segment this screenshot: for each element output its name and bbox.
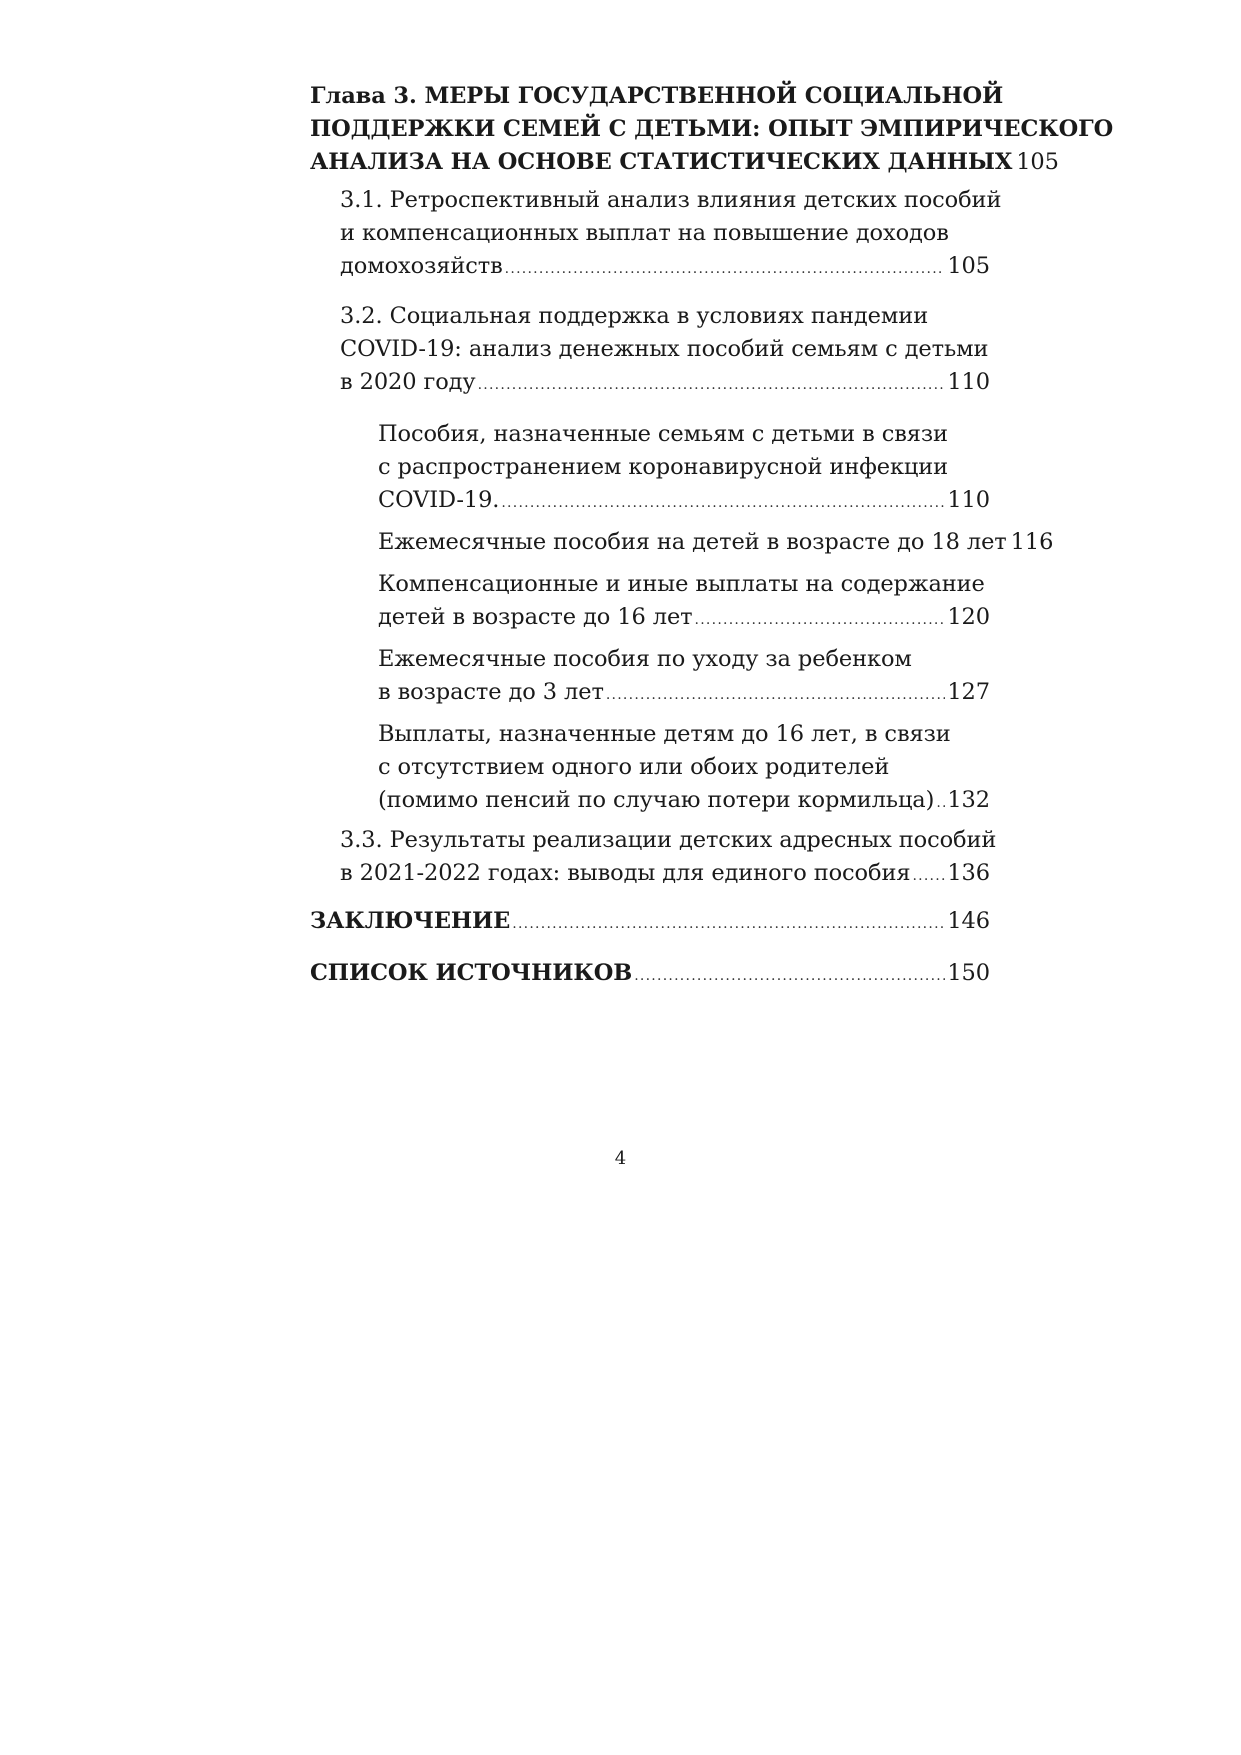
toc-entry-text-line: СПИСОК ИСТОЧНИКОВ [310, 960, 633, 986]
page-number: 4 [614, 1148, 627, 1169]
toc-entry-covid-benefits[interactable] [310, 418, 990, 520]
toc-entry-section-3-2[interactable] [310, 300, 990, 402]
toc-entry-orphan-payments[interactable] [310, 718, 990, 820]
toc-entry-compensation-payments[interactable] [310, 568, 990, 637]
toc-entry-text-line: в 2021-2022 годах: выводы для единого пособия [340, 860, 911, 886]
dot-leader [478, 369, 946, 402]
toc-entry-chapter-3[interactable] [310, 80, 1114, 182]
toc-entry-text-line: ЗАКЛЮЧЕНИЕ [310, 908, 511, 934]
dot-leader [936, 787, 945, 820]
toc-entry-text-line: COVID-19. [378, 487, 500, 513]
toc-entry-text-line: домохозяйств [340, 253, 503, 279]
toc-entry-text-line: с отсутствием одного или обоих родителей [378, 754, 890, 780]
toc-page-number: 110 [947, 369, 990, 395]
toc-page-number: 120 [947, 604, 990, 630]
toc-entry-text-line: АНАЛИЗА НА ОСНОВЕ СТАТИСТИЧЕСКИХ ДАННЫХ [310, 149, 1013, 175]
toc-entry-references[interactable] [310, 957, 990, 993]
toc-entry-text-line: и компенсационных выплат на повышение доходов [340, 220, 949, 246]
dot-leader [512, 908, 945, 941]
toc-entry-section-3-1[interactable] [310, 184, 1002, 286]
toc-entry-monthly-benefits-18[interactable] [310, 526, 1054, 562]
toc-entry-text-line: COVID-19: анализ денежных пособий семьям с детьми [340, 336, 989, 362]
toc-entry-text-line: Ежемесячные пособия по уходу за ребенком [378, 646, 912, 672]
table-of-contents [310, 80, 1114, 993]
toc-page-number: 110 [947, 487, 990, 513]
toc-entry-text-line: с распространением коронавирусной инфекции [378, 454, 949, 480]
toc-entry-text-line: Выплаты, назначенные детям до 16 лет, в связи [378, 721, 951, 747]
toc-entry-childcare-benefits[interactable] [310, 643, 990, 712]
toc-page-number: 132 [947, 787, 990, 813]
toc-entry-text-line: Глава 3. МЕРЫ ГОСУДАРСТВЕННОЙ СОЦИАЛЬНОЙ [310, 83, 1004, 109]
toc-entry-text-line: ПОДДЕРЖКИ СЕМЕЙ С ДЕТЬМИ: ОПЫТ ЭМПИРИЧЕСКОГО [310, 116, 1114, 142]
toc-page-number: 105 [947, 253, 990, 279]
toc-page-number: 116 [1010, 529, 1054, 555]
dot-leader [501, 487, 945, 520]
toc-page-number: 150 [947, 960, 990, 986]
toc-entry-text-line: Пособия, назначенные семьям с детьми в связи [378, 421, 948, 447]
dot-leader [912, 860, 945, 893]
toc-entry-section-3-3[interactable] [310, 824, 997, 893]
toc-entry-text-line: 3.2. Социальная поддержка в условиях пандемии [340, 303, 929, 329]
dot-leader [505, 253, 946, 286]
toc-page-number: 105 [1016, 149, 1059, 175]
toc-entry-text-line: Ежемесячные пособия на детей в возрасте до 18 лет [378, 529, 1007, 555]
toc-entry-text-line: в 2020 году [340, 369, 476, 395]
dot-leader [606, 679, 946, 712]
toc-entry-text-line: (помимо пенсий по случаю потери кормильца) [378, 787, 935, 813]
dot-leader [695, 604, 946, 637]
dot-leader [634, 960, 945, 993]
toc-entry-text-line: Компенсационные и иные выплаты на содержание [378, 571, 985, 597]
toc-entry-text-line: 3.1. Ретроспективный анализ влияния детских пособий [340, 187, 1002, 213]
toc-entry-text-line: 3.3. Результаты реализации детских адресных пособий [340, 827, 997, 853]
toc-page-number: 146 [947, 908, 990, 934]
toc-page-number: 136 [947, 860, 990, 886]
toc-entry-text-line: детей в возрасте до 16 лет [378, 604, 693, 630]
toc-entry-text-line: в возрасте до 3 лет [378, 679, 604, 705]
toc-entry-conclusion[interactable] [310, 905, 990, 941]
toc-page-number: 127 [947, 679, 990, 705]
